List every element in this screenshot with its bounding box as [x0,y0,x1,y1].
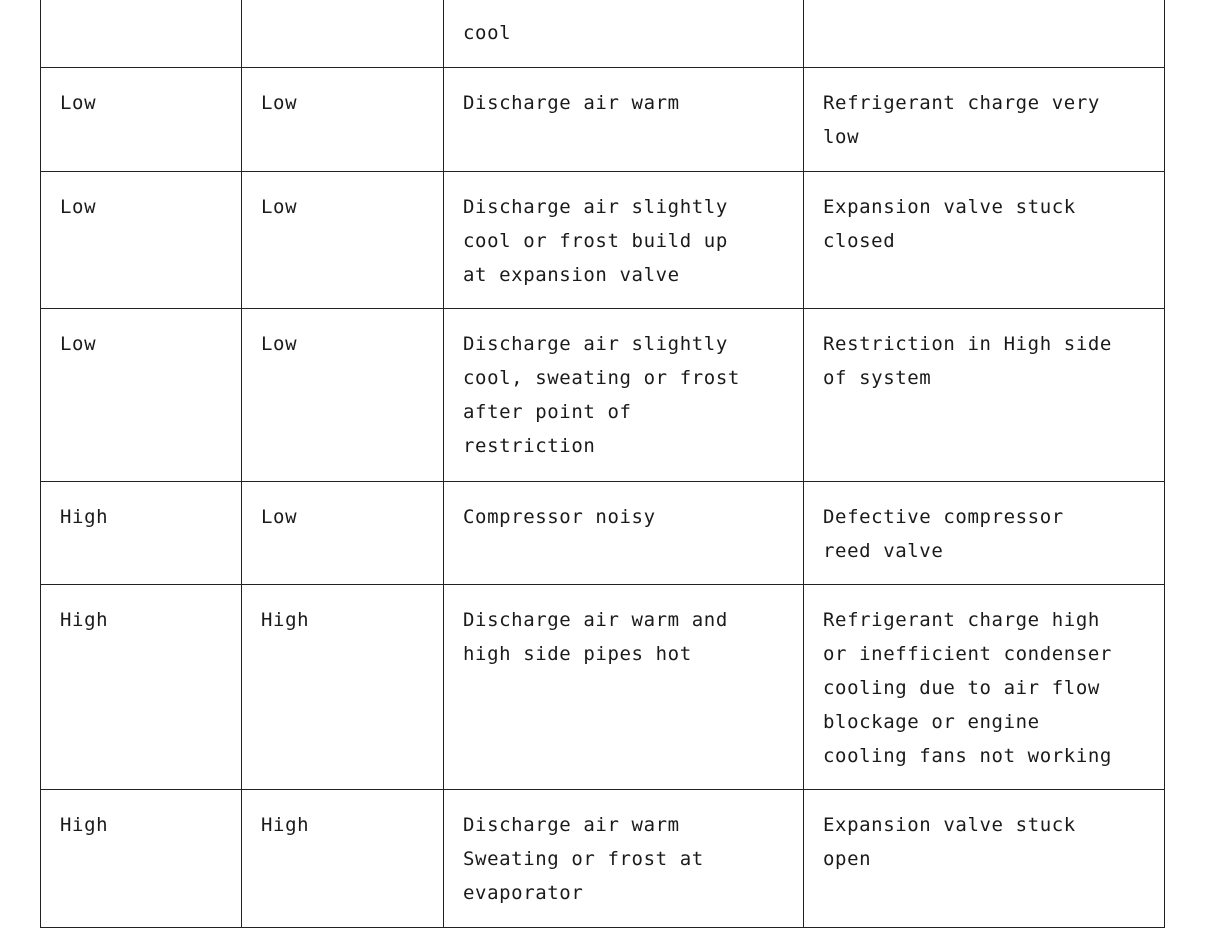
troubleshooting-table [40,0,1165,928]
table-body [41,0,1165,927]
low-side-pressure-cell: Low [41,67,242,171]
low-side-pressure-cell: Low [41,171,242,308]
high-side-pressure-cell: Low [242,481,444,584]
low-side-pressure-cell: High [41,789,242,927]
table-row [41,171,1165,308]
table-row [41,789,1165,927]
high-side-pressure-cell: High [242,584,444,789]
diagnosis-cell [804,0,1165,67]
diagnosis-cell: Expansion valve stuck open [804,789,1165,927]
low-side-pressure-cell: Low [41,308,242,481]
low-side-pressure-cell [41,0,242,67]
diagnosis-cell: Restriction in High side of system [804,308,1165,481]
high-side-pressure-cell: Low [242,308,444,481]
table-row [41,0,1165,67]
table-row [41,584,1165,789]
low-side-pressure-cell: High [41,584,242,789]
high-side-pressure-cell [242,0,444,67]
low-side-pressure-cell: High [41,481,242,584]
symptom-cell: Discharge air slightly cool or frost build up at expansion valve [444,171,804,308]
diagnosis-cell: Refrigerant charge high or inefficient condenser cooling due to air flow blockage or engine cooling fans not working [804,584,1165,789]
high-side-pressure-cell: Low [242,67,444,171]
high-side-pressure-cell: Low [242,171,444,308]
diagnosis-cell: Defective compressor reed valve [804,481,1165,584]
symptom-cell: cool [444,0,804,67]
diagnosis-cell: Refrigerant charge very low [804,67,1165,171]
high-side-pressure-cell: High [242,789,444,927]
symptom-cell: Discharge air warm and high side pipes hot [444,584,804,789]
symptom-cell: Discharge air slightly cool, sweating or frost after point of restriction [444,308,804,481]
symptom-cell: Discharge air warm Sweating or frost at evaporator [444,789,804,927]
table-row [41,308,1165,481]
symptom-cell: Compressor noisy [444,481,804,584]
table-row [41,67,1165,171]
table-row [41,481,1165,584]
diagnosis-cell: Expansion valve stuck closed [804,171,1165,308]
symptom-cell: Discharge air warm [444,67,804,171]
